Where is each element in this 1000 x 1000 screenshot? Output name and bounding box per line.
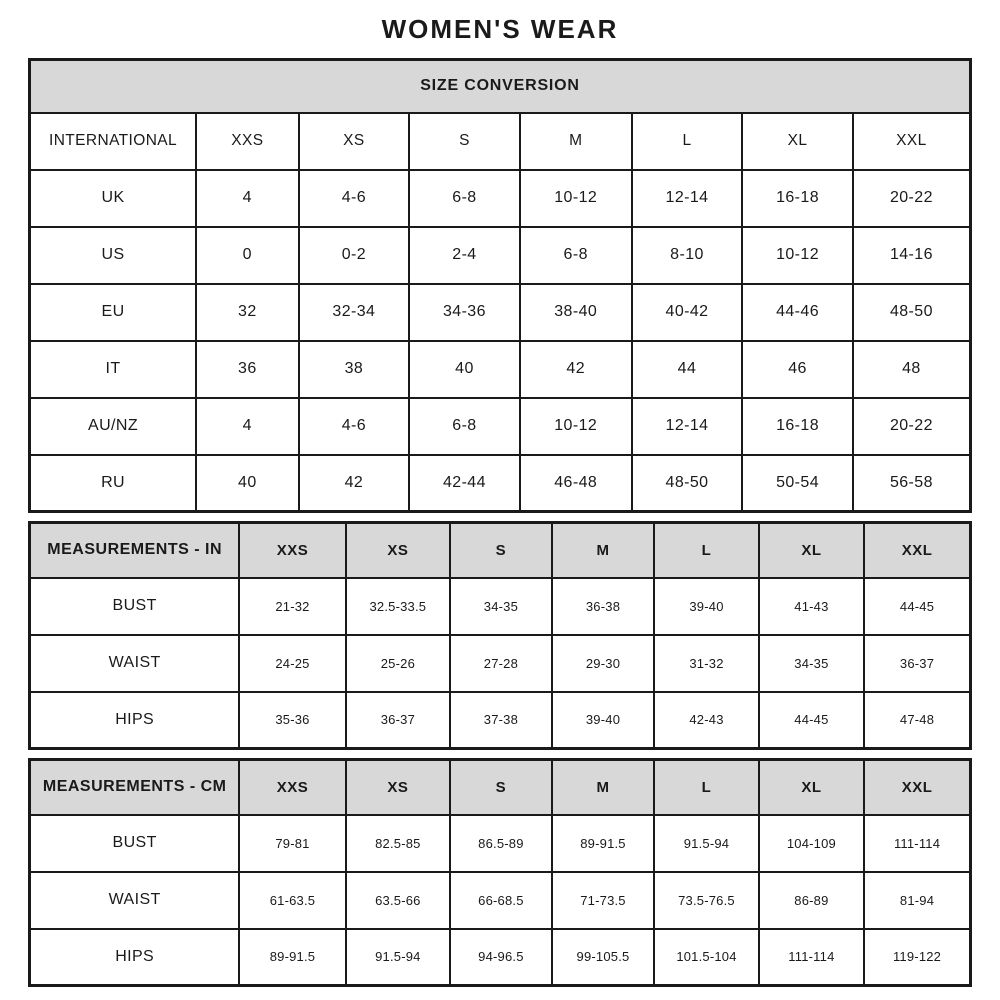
region-label: EU: [30, 284, 197, 341]
size-value: 6-8: [409, 170, 520, 227]
size-value: 40-42: [632, 284, 743, 341]
size-value: 42: [520, 341, 632, 398]
size-value: 40: [196, 455, 299, 512]
size-column-header: XS: [299, 113, 410, 170]
measurement-row: [30, 635, 971, 692]
size-value: 46: [742, 341, 853, 398]
measurement-value: 34-35: [759, 635, 864, 692]
size-column-header: XXL: [853, 113, 971, 170]
size-value: 12-14: [632, 170, 743, 227]
size-column-header: M: [552, 523, 655, 578]
page-title: WOMEN'S WEAR: [381, 14, 619, 44]
measurement-value: 21-32: [239, 578, 345, 635]
size-conversion-row: [30, 170, 971, 227]
measurement-value: 99-105.5: [552, 929, 655, 986]
size-conversion-row: [30, 455, 971, 512]
measurement-value: 25-26: [346, 635, 450, 692]
size-value: 2-4: [409, 227, 520, 284]
measurement-value: 89-91.5: [552, 815, 655, 872]
region-label: AU/NZ: [30, 398, 197, 455]
measurement-value: 82.5-85: [346, 815, 450, 872]
size-column-header: M: [552, 760, 655, 815]
measurement-value: 35-36: [239, 692, 345, 749]
region-label: US: [30, 227, 197, 284]
measurement-label: HIPS: [30, 929, 240, 986]
measurement-row: [30, 692, 971, 749]
measurement-label: WAIST: [30, 635, 240, 692]
size-value: 10-12: [520, 170, 632, 227]
measurement-value: 71-73.5: [552, 872, 655, 929]
measurement-value: 73.5-76.5: [654, 872, 758, 929]
size-conversion-title-row: [30, 60, 971, 113]
measurements-cm-table: [28, 758, 972, 987]
measurement-value: 104-109: [759, 815, 864, 872]
measurement-value: 63.5-66: [346, 872, 450, 929]
region-label: RU: [30, 455, 197, 512]
size-conversion-title: SIZE CONVERSION: [30, 60, 971, 113]
measurement-value: 79-81: [239, 815, 345, 872]
measurements-in-header-row: [30, 523, 971, 578]
size-value: 4: [196, 170, 299, 227]
measurement-value: 36-37: [346, 692, 450, 749]
size-value: 32-34: [299, 284, 410, 341]
size-conversion-row: [30, 341, 971, 398]
size-column-header: XL: [759, 523, 864, 578]
measurements-title: MEASUREMENTS - CM: [30, 760, 240, 815]
size-system-column-header: INTERNATIONAL: [30, 113, 197, 170]
size-value: 36: [196, 341, 299, 398]
measurement-value: 36-38: [552, 578, 655, 635]
size-column-header: XXS: [239, 760, 345, 815]
measurement-value: 42-43: [654, 692, 758, 749]
measurement-value: 41-43: [759, 578, 864, 635]
measurement-value: 44-45: [864, 578, 970, 635]
measurement-row: [30, 578, 971, 635]
size-column-header: XXS: [239, 523, 345, 578]
measurement-value: 119-122: [864, 929, 970, 986]
measurement-row: [30, 815, 971, 872]
measurement-label: BUST: [30, 815, 240, 872]
region-label: UK: [30, 170, 197, 227]
size-column-header: XS: [346, 523, 450, 578]
measurement-row: [30, 929, 971, 986]
size-value: 16-18: [742, 398, 853, 455]
size-column-header: S: [409, 113, 520, 170]
size-column-header: XL: [742, 113, 853, 170]
size-value: 14-16: [853, 227, 971, 284]
size-value: 40: [409, 341, 520, 398]
measurement-value: 101.5-104: [654, 929, 758, 986]
size-value: 0: [196, 227, 299, 284]
measurements-title: MEASUREMENTS - IN: [30, 523, 240, 578]
size-conversion-row: [30, 398, 971, 455]
measurement-value: 39-40: [654, 578, 758, 635]
size-column-header: XL: [759, 760, 864, 815]
size-column-header: XS: [346, 760, 450, 815]
size-value: 48-50: [632, 455, 743, 512]
size-value: 48-50: [853, 284, 971, 341]
size-column-header: S: [450, 523, 552, 578]
size-value: 56-58: [853, 455, 971, 512]
size-conversion-body: [30, 60, 971, 512]
measurements-cm-body: [30, 760, 971, 986]
size-value: 20-22: [853, 398, 971, 455]
measurement-label: HIPS: [30, 692, 240, 749]
size-value: 8-10: [632, 227, 743, 284]
size-value: 38-40: [520, 284, 632, 341]
size-value: 32: [196, 284, 299, 341]
size-conversion-table: [28, 58, 972, 513]
size-column-header: S: [450, 760, 552, 815]
size-column-header: M: [520, 113, 632, 170]
measurement-value: 27-28: [450, 635, 552, 692]
measurement-value: 89-91.5: [239, 929, 345, 986]
measurement-value: 32.5-33.5: [346, 578, 450, 635]
measurement-value: 81-94: [864, 872, 970, 929]
measurement-row: [30, 872, 971, 929]
measurements-in-table: [28, 521, 972, 750]
size-value: 50-54: [742, 455, 853, 512]
size-column-header: XXS: [196, 113, 299, 170]
size-value: 38: [299, 341, 410, 398]
size-value: 16-18: [742, 170, 853, 227]
size-value: 4-6: [299, 170, 410, 227]
measurements-cm-header-row: [30, 760, 971, 815]
region-label: IT: [30, 341, 197, 398]
measurement-value: 86-89: [759, 872, 864, 929]
size-value: 42: [299, 455, 410, 512]
measurement-value: 91.5-94: [654, 815, 758, 872]
measurement-value: 91.5-94: [346, 929, 450, 986]
size-value: 42-44: [409, 455, 520, 512]
measurement-value: 24-25: [239, 635, 345, 692]
measurement-value: 37-38: [450, 692, 552, 749]
measurement-value: 39-40: [552, 692, 655, 749]
size-value: 44: [632, 341, 743, 398]
size-value: 6-8: [520, 227, 632, 284]
size-value: 6-8: [409, 398, 520, 455]
measurement-value: 94-96.5: [450, 929, 552, 986]
measurement-value: 47-48: [864, 692, 970, 749]
measurement-label: WAIST: [30, 872, 240, 929]
size-value: 10-12: [520, 398, 632, 455]
measurement-value: 111-114: [864, 815, 970, 872]
size-conversion-row: [30, 284, 971, 341]
size-value: 34-36: [409, 284, 520, 341]
measurement-label: BUST: [30, 578, 240, 635]
measurement-value: 34-35: [450, 578, 552, 635]
size-value: 4: [196, 398, 299, 455]
measurement-value: 86.5-89: [450, 815, 552, 872]
size-conversion-header-row: [30, 113, 971, 170]
size-value: 20-22: [853, 170, 971, 227]
measurement-value: 66-68.5: [450, 872, 552, 929]
measurement-value: 44-45: [759, 692, 864, 749]
size-value: 10-12: [742, 227, 853, 284]
size-column-header: XXL: [864, 760, 970, 815]
size-column-header: L: [654, 523, 758, 578]
size-value: 0-2: [299, 227, 410, 284]
size-value: 44-46: [742, 284, 853, 341]
size-value: 4-6: [299, 398, 410, 455]
size-value: 48: [853, 341, 971, 398]
size-value: 12-14: [632, 398, 743, 455]
size-column-header: XXL: [864, 523, 970, 578]
measurement-value: 31-32: [654, 635, 758, 692]
measurements-in-body: [30, 523, 971, 749]
size-conversion-row: [30, 227, 971, 284]
measurement-value: 111-114: [759, 929, 864, 986]
size-column-header: L: [654, 760, 758, 815]
measurement-value: 61-63.5: [239, 872, 345, 929]
measurement-value: 29-30: [552, 635, 655, 692]
size-column-header: L: [632, 113, 743, 170]
measurement-value: 36-37: [864, 635, 970, 692]
size-value: 46-48: [520, 455, 632, 512]
